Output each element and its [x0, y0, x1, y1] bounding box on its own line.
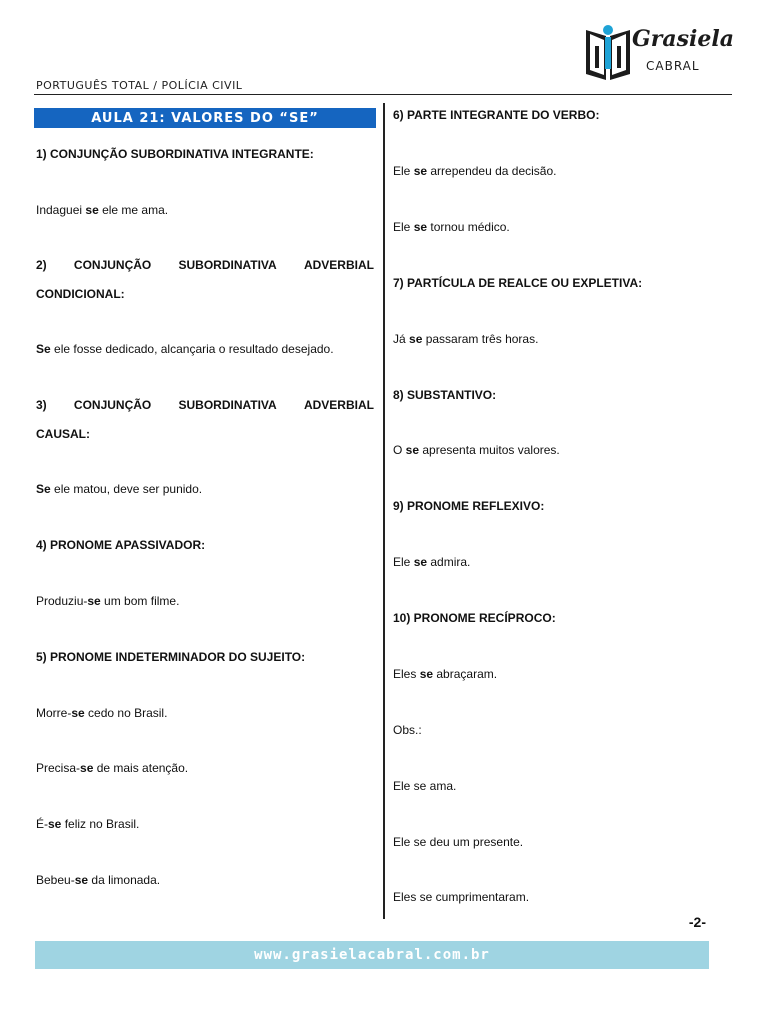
example-sentence: Ele se ama.	[393, 779, 457, 793]
lesson-title: AULA 21: VALORES DO “SE”	[34, 108, 376, 128]
example-sentence: Se ele fosse dedicado, alcançaria o resultado desejado.	[36, 342, 334, 356]
example-sentence: Eles se cumprimentaram.	[393, 890, 530, 904]
section-heading: 4) PRONOME APASSIVADOR:	[36, 538, 206, 552]
obs-label: Obs.:	[393, 723, 422, 737]
example-sentence: Ele se arrependeu da decisão.	[393, 164, 557, 178]
course-header: PORTUGUÊS TOTAL / POLÍCIA CIVIL	[36, 79, 243, 92]
section-heading: 3) CONJUNÇÃO SUBORDINATIVA ADVERBIAL	[36, 398, 374, 412]
footer-url[interactable]: www.grasielacabral.com.br	[254, 947, 490, 963]
example-sentence: Eles se abraçaram.	[393, 667, 498, 681]
logo-title: Grasiela	[632, 26, 734, 52]
brand-logo	[584, 24, 734, 82]
example-sentence: Indaguei se ele me ama.	[36, 203, 169, 217]
example-sentence: Se ele matou, deve ser punido.	[36, 482, 203, 496]
book-person-icon	[584, 24, 632, 82]
example-sentence: Morre-se cedo no Brasil.	[36, 706, 168, 720]
page-number: -2-	[688, 914, 706, 930]
section-heading-cont: CONDICIONAL:	[36, 287, 125, 301]
example-sentence: Já se passaram três horas.	[393, 332, 539, 346]
header-rule	[34, 94, 732, 95]
example-sentence: Produziu-se um bom filme.	[36, 594, 180, 608]
section-heading: 6) PARTE INTEGRANTE DO VERBO:	[393, 108, 600, 122]
logo-subtitle: CABRAL	[646, 59, 700, 73]
column-divider	[383, 103, 385, 919]
example-sentence: Ele se tornou médico.	[393, 220, 510, 234]
example-sentence: Precisa-se de mais atenção.	[36, 761, 189, 775]
example-sentence: Ele se deu um presente.	[393, 835, 524, 849]
footer-bar	[35, 941, 709, 969]
section-heading: 9) PRONOME REFLEXIVO:	[393, 499, 545, 513]
section-heading: 1) CONJUNÇÃO SUBORDINATIVA INTEGRANTE:	[36, 147, 314, 161]
section-heading: 5) PRONOME INDETERMINADOR DO SUJEITO:	[36, 650, 306, 664]
example-sentence: Bebeu-se da limonada.	[36, 873, 161, 887]
section-heading: 2) CONJUNÇÃO SUBORDINATIVA ADVERBIAL	[36, 258, 374, 272]
section-heading: 7) PARTÍCULA DE REALCE OU EXPLETIVA:	[393, 276, 643, 290]
example-sentence: O se apresenta muitos valores.	[393, 443, 560, 457]
section-heading: 8) SUBSTANTIVO:	[393, 388, 497, 402]
section-heading-cont: CAUSAL:	[36, 427, 90, 441]
section-heading: 10) PRONOME RECÍPROCO:	[393, 611, 556, 625]
example-sentence: É-se feliz no Brasil.	[36, 817, 140, 831]
example-sentence: Ele se admira.	[393, 555, 471, 569]
